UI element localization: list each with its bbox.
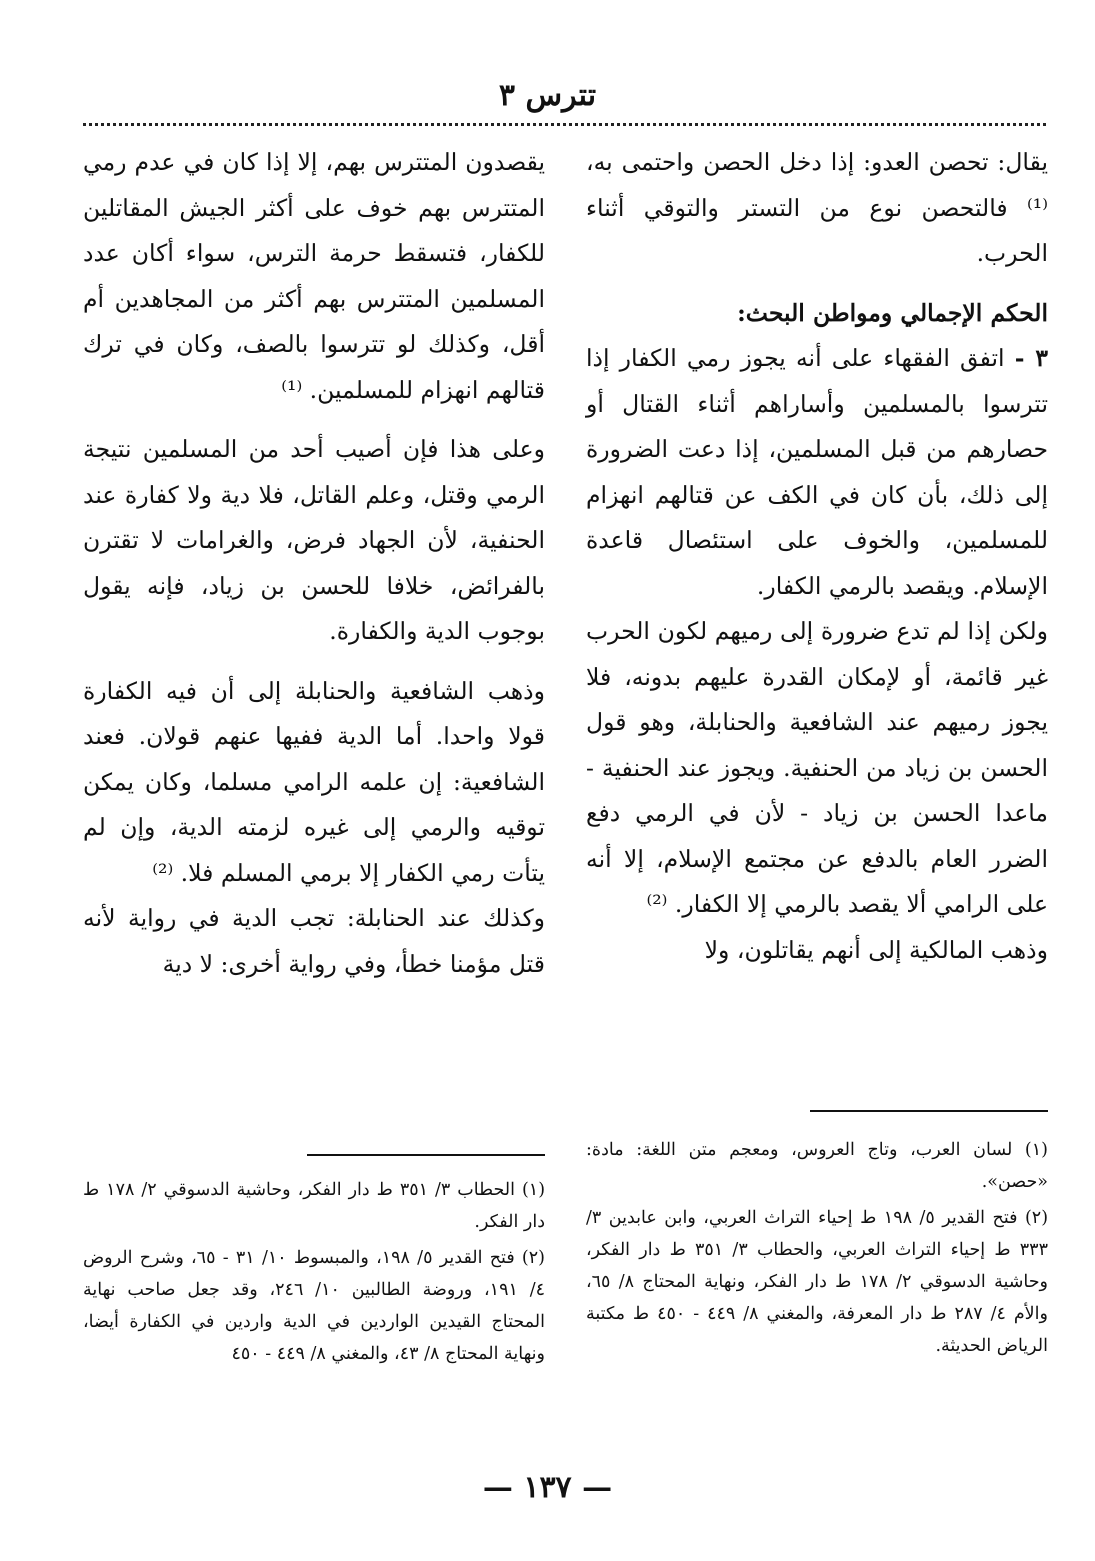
- right-footnotes: [586, 1134, 1048, 1366]
- right-column-body: [586, 140, 1048, 973]
- footnote-2: (٢) فتح القدير ٥/ ١٩٨ ط إحياء التراث العربي، وابن عابدين ٣/ ٣٣٣ ط إحياء التراث العربي، والحطاب ٣/ ٣٥١ ط دار الفكر، وحاشية الدسوقي ٢/ ١٧٨ ط دار الفكر، ونهاية المحتاج ٨/ ٦٥، والأم ٤/ ٢٨٧ ط دار المعرفة، والمغني ٨/ ٤٤٩ - ٤٥٠ ط مكتبة الرياض الحديثة.: [586, 1208, 1049, 1356]
- paragraph-number: ٣ -: [1014, 344, 1049, 372]
- running-header: تترس ٣: [498, 78, 597, 113]
- paragraph-3-text: اتفق الفقهاء على أنه يجوز رمي الكفار إذا تترسوا بالمسلمين وأساراهم أثناء القتال أو حصارهم من قبل المسلمين، إذا دعت الضرورة إلى ذلك، بأن كان في الكف عن قتالهم انهزام للمسلمين، والخوف على استئصال قاعدة الإسلام. ويقصد بالرمي الكفار.: [586, 344, 1048, 600]
- paragraph-malikiyya: وذهب المالكية إلى أنهم يقاتلون، ولا: [704, 935, 1048, 964]
- footnote-2: (٢) فتح القدير ٥/ ١٩٨، والمبسوط ١٠/ ٣١ - ٦٥، وشرح الروض ٤/ ١٩١، وروضة الطالبين ١٠/ ٢٤٦، وقد جعل صاحب نهاية المحتاج القيدين الواردين في الدية واردين في الكفارة أيضا، ونهاية المحتاج ٨/ ٤٣، والمغني ٨/ ٤٤٩ - ٤٥٠: [83, 1248, 545, 1364]
- footnote-separator: [307, 1154, 545, 1156]
- paragraph-hanafi-ruling: وعلى هذا فإن أصيب أحد من المسلمين نتيجة الرمي وقتل، وعلم القاتل، فلا دية ولا كفارة عند الحنفية، لأن الجهاد فرض، والغرامات لا تقترن بالفرائض، خلافا للحسن بن زياد، فإنه يقول بوجوب الدية والكفارة.: [83, 435, 545, 645]
- section-heading: الحكم الإجمالي ومواطن البحث:: [737, 298, 1048, 327]
- page-number: — ١٣٧ —: [482, 1470, 613, 1505]
- paragraph-3: [586, 336, 1048, 609]
- left-column-body: [83, 140, 545, 987]
- right-column: [586, 140, 1048, 1430]
- footnote-1: (١) لسان العرب، وتاج العروس، ومعجم متن اللغة: مادة: «حصن».: [586, 1140, 1048, 1192]
- footnote-separator: [810, 1110, 1048, 1112]
- paragraph-shafii-hanbali: وذهب الشافعية والحنابلة إلى أن فيه الكفارة قولا واحدا. أما الدية ففيها عنهم قولان. فعند الشافعية: إن علمه الرامي مسلما، وكان يمكن توقيه والرمي إلى غيره لزمته الدية، وإن لم يتأت رمي الكفار إلا برمي المسلم فلا. ⁽²⁾: [83, 676, 545, 887]
- paragraph-continuation: يقصدون المتترس بهم، إلا إذا كان في عدم رمي المتترس بهم خوف على أكثر الجيش المقاتلين للكفار، فتسقط حرمة الترس، سواء أكان عدد المسلمين المتترس بهم أكثر من المجاهدين أم أقل، وكذلك لو تترسوا بالصف، وكان في ترك قتالهم انهزام للمسلمين. ⁽¹⁾: [83, 148, 545, 404]
- left-column: [83, 140, 545, 1430]
- paragraph-hanbali: وكذلك عند الحنابلة: تجب الدية في رواية لأنه قتل مؤمنا خطأ، وفي رواية أخرى: لا دية: [83, 904, 545, 978]
- footnote-1: (١) الحطاب ٣/ ٣٥١ ط دار الفكر، وحاشية الدسوقي ٢/ ١٧٨ ط دار الفكر.: [83, 1180, 546, 1232]
- header-dotted-rule: [83, 123, 1046, 126]
- paragraph-non-necessity: ولكن إذا لم تدع ضرورة إلى رميهم لكون الحرب غير قائمة، أو لإمكان القدرة عليهم بدونه، فلا يجوز رميهم عند الشافعية والحنابلة، وهو قول الحسن بن زياد من الحنفية. ويجوز عند الحنفية - ماعدا الحسن بن زياد - لأن في الرمي دفع الضرر العام بالدفع عن مجتمع الإسلام، إلا أنه على الرامي ألا يقصد بالرمي إلا الكفار. ⁽²⁾: [586, 617, 1048, 918]
- paragraph-intro: يقال: تحصن العدو: إذا دخل الحصن واحتمى به، ⁽¹⁾ فالتحصن نوع من التستر والتوقي أثناء الحرب.: [586, 148, 1048, 267]
- left-footnotes: [83, 1174, 545, 1374]
